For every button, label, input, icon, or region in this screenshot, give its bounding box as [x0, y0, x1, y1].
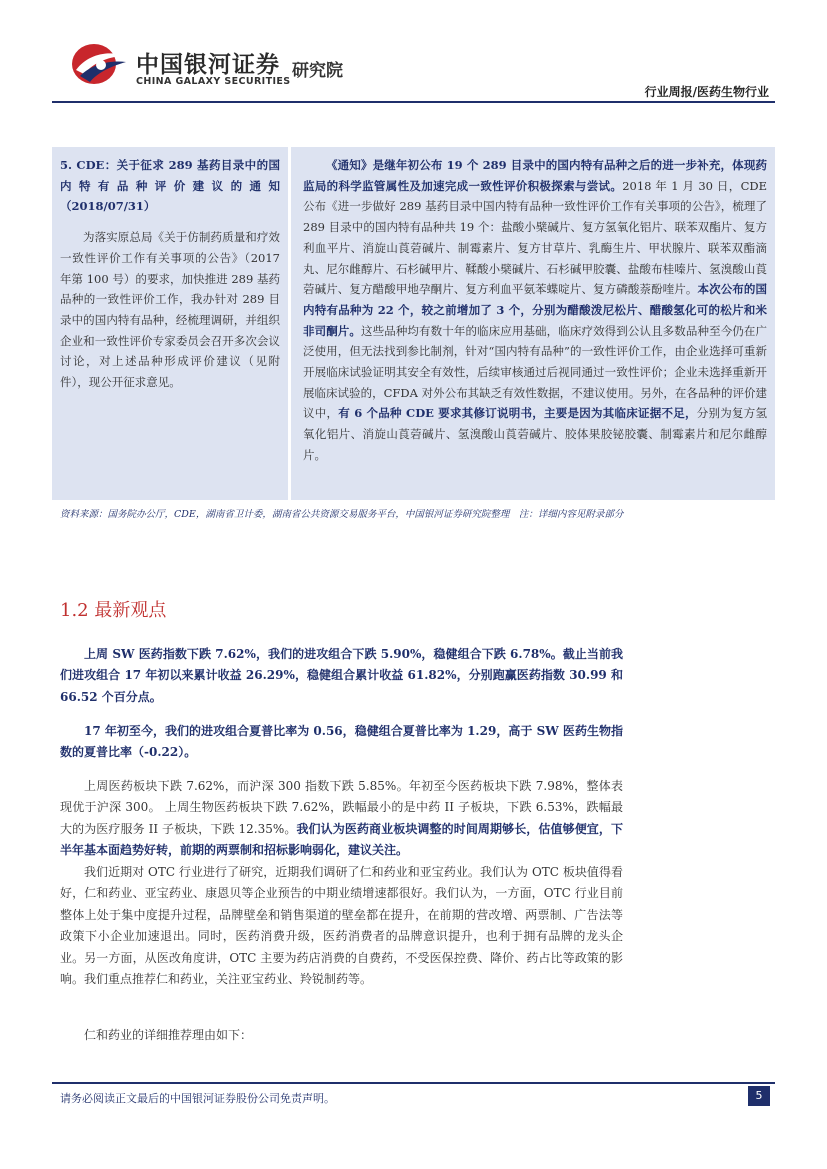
commentary-text-3: 分别为复方氢氧化铝片、消旋山莨菪碱片、氢溴酸山莨菪碱片、胶体果胶铋胶囊、制霉素片和尼尔雌醇片。: [303, 406, 768, 462]
commentary-bold-2: 本次公布的国内特有品种为 22 个，较之前增加了 3 个，分别为醋酸泼尼松片、醋酸氢化可的松片和米非司酮片。: [303, 282, 767, 338]
commentary-text: [303, 155, 767, 466]
policy-summary: 为落实原总局《关于仿制药质量和疗效一致性评价工作有关事项的公告》（2017 年第 100 号）的要求，加快推进 289 基药品种的一致性评价工作，我办针对 289 目录中的国内特有品种，经梳理调研，并组织企业和一致性评价专家委员会召开多次会议讨论，对上述品种形成评价建议（见附件），现公开征求意见。: [60, 230, 280, 390]
paragraph-sector-performance: [60, 776, 623, 862]
table-row: [52, 147, 775, 500]
commentary-text-1: 2018 年 1 月 30 日，CDE 公布《进一步做好 289 基药目录中国内特有品种一致性评价工作有关事项的公告》，梳理了 289 目录中的国内特有品种共 19 个：盐酸小檗碱片、复方氢氧化铝片、联苯双酯片、复方利血平片、消旋山莨菪碱片、制霉素片、复方甘草片、乳酶生片、甲状腺片、联苯双酯滴丸、尼尔雌醇片、石杉碱甲片、鞣酸小檗碱片、石杉碱甲胶囊、盐酸布桂嗪片、氢溴酸山莨菪碱片、复方醋酸甲地孕酮片、复方利血平氨苯蝶啶片、复方磷酸萘酚喹片。: [303, 178, 767, 297]
commentary-bold-1: 《通知》是继年初公布 19 个 289 目录中的国内特有品种之后的进一步补充，体现药监局的科学监管属性及加速完成一致性评价积极探索与尝试。: [303, 158, 767, 193]
table-cell-commentary: [290, 147, 776, 500]
commentary-text-2: 这些品种均有数十年的临床应用基础，临床疗效得到公认且多数品种至今仍在广泛使用，但无法找到参比制剂，针对“国内特有品种”的一致性评价工作，由企业选择可重新开展临床试验证明其安全有效性，后续审核通过后视同通过一致性评价；企业未选择重新开展临床试验的，CFDA 对外公布其缺乏有效性数据，不建议使用。另外，在各品种的评价建议中，: [303, 323, 767, 421]
policy-table: [52, 147, 775, 500]
company-logo-icon: [70, 40, 128, 88]
footer-disclaimer: 请务必阅读正文最后的中国银河证券股份公司免责声明。: [60, 1092, 335, 1105]
institute-label: 研究院: [292, 61, 343, 81]
footer-divider: [52, 1082, 775, 1084]
paragraph-portfolio-returns: 上周 SW 医药指数下跌 7.62%，我们的进攻组合下跌 5.90%，稳健组合下跌 6.78%。截止当前我们进攻组合 17 年初以来累计收益 26.29%，稳健组合累计收益 61.82%，分别跑赢医药指数 30.99 和 66.52 个百分点。: [60, 647, 623, 704]
section-heading: 1.2 最新观点: [60, 600, 167, 621]
report-type-label: 行业周报/医药生物行业: [644, 85, 769, 99]
policy-title: 5. CDE：关于征求 289 基药目录中的国内特有品种评价建议的通知（2018/07/31）: [60, 158, 280, 214]
paragraph-otc-analysis: 我们近期对 OTC 行业进行了研究，近期我们调研了仁和药业和亚宝药业。我们认为 OTC 板块值得看好，仁和药业、亚宝药业、康恩贝等企业预告的中期业绩增速都很好。我们认为，一方面，OTC 行业目前整体上处于集中度提升过程，品牌壁垒和销售渠道的壁垒都在提升，在前期的营改增、两票制、广告法等政策下小企业加速退出。同时，医药消费升级，医药消费者的品牌意识提升，也利于拥有品牌的龙头企业。另一方面，从医改角度讲，OTC 主要为药店消费的自费药，不受医保控费、降价、药占比等政策的影响。我们重点推荐仁和药业，关注亚宝药业、羚锐制药等。: [60, 865, 623, 987]
source-note: 资料来源：国务院办公厅，CDE，湖南省卫计委，湖南省公共资源交易服务平台，中国银河证券研究院整理 注：详细内容见附录部分: [60, 509, 624, 520]
sector-performance-text: 上周医药板块下跌 7.62%，而沪深 300 指数下跌 5.85%。年初至今医药板块下跌 7.98%，整体表现优于沪深 300。 上周生物医药板块下跌 7.62%，跌幅最小的是中药 II 子板块，下跌 6.53%，跌幅最大的为医疗服务 II 子板块，下跌 12.35%。: [60, 779, 623, 836]
sector-recommendation: 我们认为医药商业板块调整的时间周期够长，估值够便宜，下半年基本面趋势好转，前期的两票制和招标影响弱化，建议关注。: [60, 821, 623, 858]
table-cell-policy: [52, 147, 290, 500]
paragraph-sharpe-ratio: 17 年初至今，我们的进攻组合夏普比率为 0.56，稳健组合夏普比率为 1.29，高于 SW 医药生物指数的夏普比率（-0.22）。: [60, 724, 623, 760]
paragraph-recommendation-intro: 仁和药业的详细推荐理由如下：: [84, 1028, 253, 1042]
logo-text-en: CHINA GALAXY SECURITIES: [136, 76, 291, 87]
header-divider: [52, 101, 775, 103]
logo-text-cn: 中国银河证券: [136, 52, 280, 78]
page-number: 5: [748, 1086, 770, 1106]
commentary-bold-3: 有 6 个品种 CDE 要求其修订说明书，主要是因为其临床证据不足，: [338, 406, 697, 421]
